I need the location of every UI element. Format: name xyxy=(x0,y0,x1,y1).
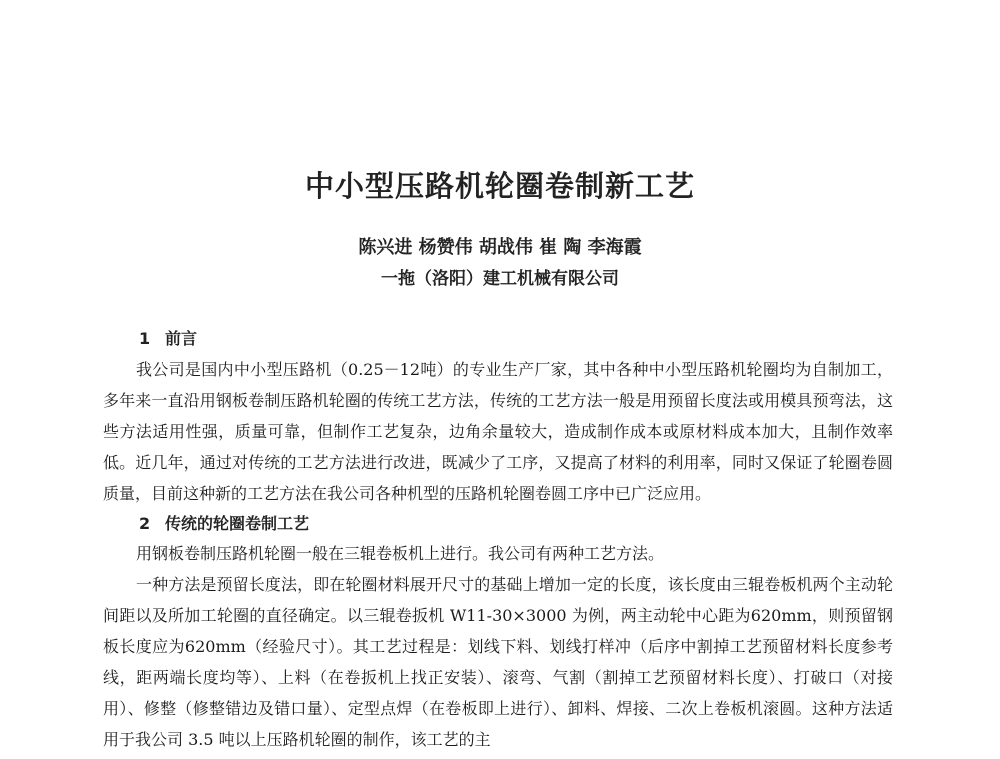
section-title: 传统的轮圈卷制工艺 xyxy=(165,514,310,533)
section-heading-2 xyxy=(103,509,893,539)
paragraph: 用钢板卷制压路机轮圈一般在三辊卷板机上进行。我公司有两种工艺方法。 xyxy=(136,544,665,563)
paragraph: 一种方法是预留长度法，即在轮圈材料展开尺寸的基础上增加一定的长度，该长度由三辊卷板机两个主动轮间距以及所加工轮圈的直径确定。以三辊卷扳机 W11-30×3000 为例，两主动轮中心距为620mm，则预留钢板长度应为620mm（经验尺寸）。其工艺过程是：划线下料、划线打样冲（后序中割掉工艺预留材料长度参考线，距两端长度均等）、上料（在卷扳机上找正安装）、滚弯、气割（割掉工艺预留材料长度）、打破口（对接用）、修整（修整错边及错口量）、定型点焊（在卷板即上进行）、卸料、焊接、二次上卷板机滚圆。这种方法适用于我公司 3.5 吨以上压路机轮圈的制作，该工艺的主 xyxy=(103,575,893,749)
affiliation: 一拖（洛阳）建工机械有限公司 xyxy=(381,269,619,289)
section-heading-1 xyxy=(103,324,893,354)
paragraph: 我公司是国内中小型压路机（0.25－12吨）的专业生产厂家，其中各种中小型压路机轮圈均为自制加工，多年来一直沿用钢板卷制压路机轮圈的传统工艺方法，传统的工艺方法一般是用预留长度法或用模具预弯法，这些方法适用性强，质量可靠，但制作工艺复杂，边角余量较大，造成制作成本或原材料成本加大，且制作效率低。近几年，通过对传统的工艺方法进行改进，既减少了工序，又提高了材料的利用率，同时又保证了轮圈卷圆质量，目前这种新的工艺方法在我公司各种机型的压路机轮圈卷圆工序中已广泛应用。 xyxy=(103,360,893,503)
page-title: 中小型压路机轮圈卷制新工艺 xyxy=(304,169,695,203)
section-number: 1 xyxy=(139,329,151,348)
section-number: 2 xyxy=(139,514,151,533)
article-body xyxy=(103,324,893,755)
section-title: 前言 xyxy=(165,329,198,348)
author-list: 陈兴进 杨赞伟 胡战伟 崔 陶 李海霞 xyxy=(358,237,642,258)
